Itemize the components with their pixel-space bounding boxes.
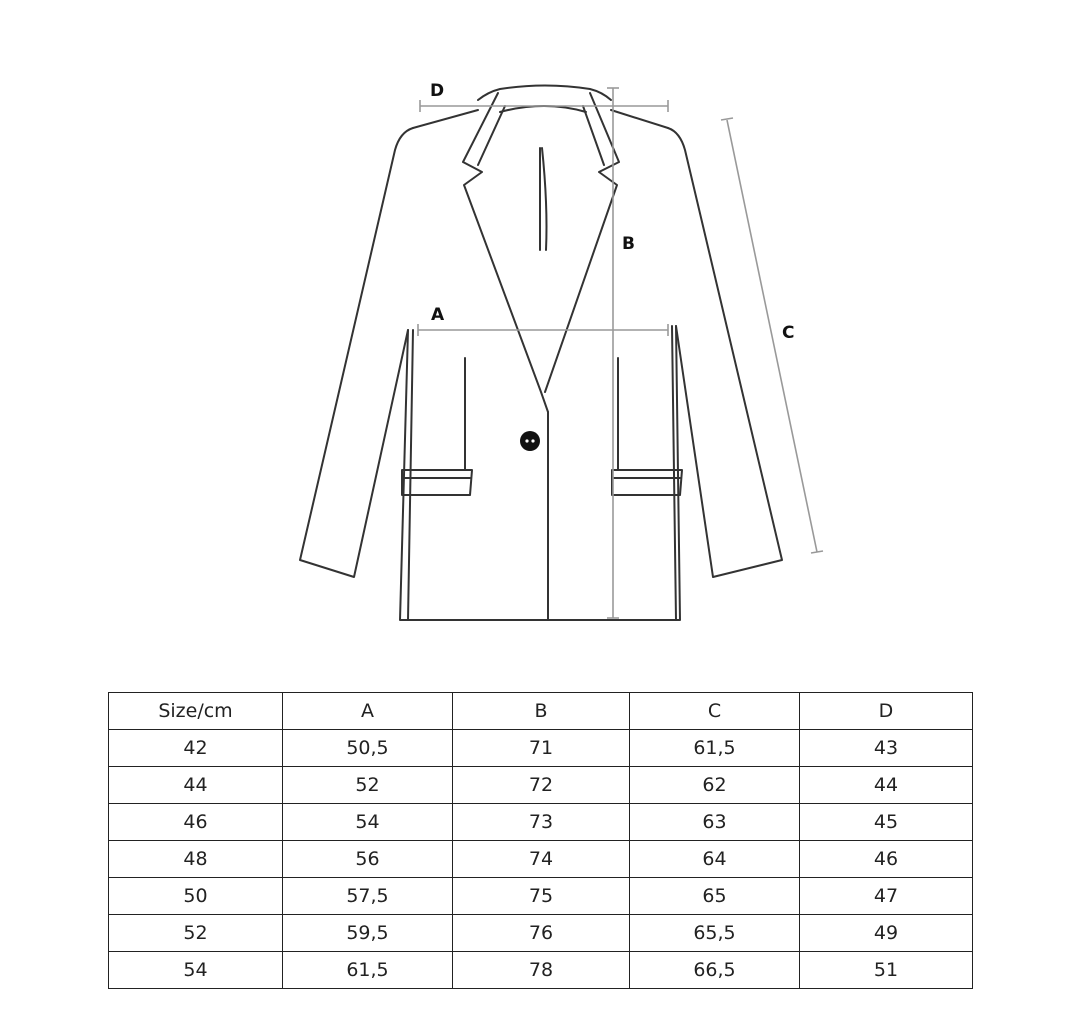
cell-a: 56 bbox=[283, 841, 453, 878]
table-row bbox=[109, 952, 973, 989]
table-header-row bbox=[109, 693, 973, 730]
cell-a: 50,5 bbox=[283, 730, 453, 767]
cell-b: 73 bbox=[453, 804, 630, 841]
cell-d: 47 bbox=[800, 878, 973, 915]
cell-c: 65 bbox=[630, 878, 800, 915]
header-b: B bbox=[453, 693, 630, 730]
size-table bbox=[108, 692, 973, 989]
table-row bbox=[109, 767, 973, 804]
cell-d: 45 bbox=[800, 804, 973, 841]
table-row bbox=[109, 730, 973, 767]
measure-line-c bbox=[721, 118, 823, 553]
measure-line-a bbox=[418, 324, 668, 336]
header-d: D bbox=[800, 693, 973, 730]
cell-size: 42 bbox=[109, 730, 283, 767]
cell-c: 64 bbox=[630, 841, 800, 878]
cell-c: 62 bbox=[630, 767, 800, 804]
header-c: C bbox=[630, 693, 800, 730]
cell-b: 75 bbox=[453, 878, 630, 915]
cell-size: 50 bbox=[109, 878, 283, 915]
label-c: C bbox=[782, 323, 795, 343]
cell-d: 46 bbox=[800, 841, 973, 878]
button-icon bbox=[520, 431, 540, 451]
cell-a: 61,5 bbox=[283, 952, 453, 989]
table-row bbox=[109, 878, 973, 915]
header-a: A bbox=[283, 693, 453, 730]
cell-b: 71 bbox=[453, 730, 630, 767]
jacket-outline bbox=[300, 86, 782, 621]
cell-b: 78 bbox=[453, 952, 630, 989]
cell-c: 61,5 bbox=[630, 730, 800, 767]
cell-a: 52 bbox=[283, 767, 453, 804]
cell-c: 63 bbox=[630, 804, 800, 841]
cell-c: 65,5 bbox=[630, 915, 800, 952]
label-a: A bbox=[431, 305, 445, 325]
cell-a: 54 bbox=[283, 804, 453, 841]
cell-a: 59,5 bbox=[283, 915, 453, 952]
cell-size: 46 bbox=[109, 804, 283, 841]
cell-a: 57,5 bbox=[283, 878, 453, 915]
cell-size: 44 bbox=[109, 767, 283, 804]
cell-b: 76 bbox=[453, 915, 630, 952]
cell-size: 52 bbox=[109, 915, 283, 952]
table-row bbox=[109, 841, 973, 878]
cell-b: 72 bbox=[453, 767, 630, 804]
table-row bbox=[109, 915, 973, 952]
cell-size: 54 bbox=[109, 952, 283, 989]
label-d: D bbox=[430, 81, 445, 101]
cell-c: 66,5 bbox=[630, 952, 800, 989]
cell-d: 43 bbox=[800, 730, 973, 767]
cell-d: 44 bbox=[800, 767, 973, 804]
cell-d: 51 bbox=[800, 952, 973, 989]
cell-size: 48 bbox=[109, 841, 283, 878]
measure-line-d bbox=[420, 100, 668, 112]
label-b: B bbox=[622, 234, 635, 254]
header-size: Size/cm bbox=[109, 693, 283, 730]
cell-d: 49 bbox=[800, 915, 973, 952]
table-row bbox=[109, 804, 973, 841]
cell-b: 74 bbox=[453, 841, 630, 878]
